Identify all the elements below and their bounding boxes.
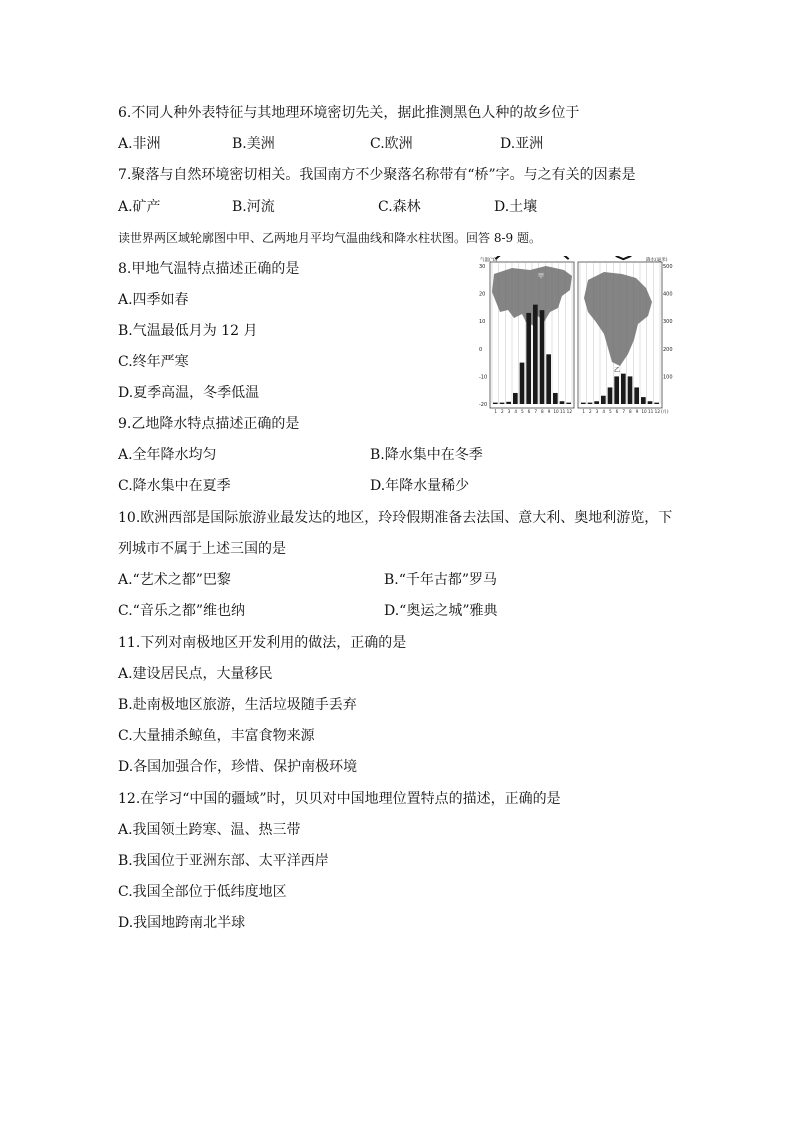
q10-option-c: C.“音乐之都”维也纳 bbox=[118, 603, 245, 619]
month-tick-label: 2 bbox=[501, 409, 504, 414]
q6-option-b: B.美洲 bbox=[232, 136, 275, 152]
precipitation-bar bbox=[621, 374, 626, 404]
month-tick-label: 7 bbox=[534, 409, 538, 414]
climate-figure bbox=[478, 256, 674, 420]
month-tick-label: 4 bbox=[602, 409, 606, 414]
q9-option-b: B.降水集中在冬季 bbox=[370, 447, 483, 463]
month-tick-label: 1 bbox=[582, 409, 586, 414]
q8-option-c: C.终年严寒 bbox=[118, 354, 189, 370]
q8-option-d: D.夏季高温，冬季低温 bbox=[118, 385, 260, 401]
month-tick-label: 6 bbox=[615, 409, 619, 414]
precipitation-bar bbox=[533, 305, 538, 404]
q8-option-b: B.气温最低月为 12 月 bbox=[118, 323, 258, 339]
q11-option-d: D.各国加强合作，珍惜、保护南极环境 bbox=[118, 759, 358, 775]
q10-option-d: D.“奥运之城”雅典 bbox=[384, 603, 498, 619]
precipitation-bar bbox=[641, 397, 646, 404]
question-12-stem: 12.在学习“中国的疆域”时，贝贝对中国地理位置特点的描述，正确的是 bbox=[118, 791, 561, 807]
month-tick-label: 10 bbox=[641, 409, 647, 414]
precipitation-bar bbox=[493, 403, 498, 404]
month-tick-label: 3 bbox=[595, 409, 599, 414]
month-tick-label: 2 bbox=[589, 409, 592, 414]
question-9-stem: 9.乙地降水特点描述正确的是 bbox=[118, 416, 300, 432]
q7-option-a: A.矿产 bbox=[118, 199, 161, 215]
precipitation-bar bbox=[628, 376, 633, 404]
month-tick-label: 4 bbox=[514, 409, 518, 414]
month-tick-label: 8 bbox=[629, 409, 632, 414]
q8-option-a: A.四季如春 bbox=[118, 292, 189, 308]
precipitation-bar bbox=[594, 401, 599, 404]
question-6-stem: 6.不同人种外表特征与其地理环境密切先关，据此推测黑色人种的故乡位于 bbox=[118, 105, 580, 121]
q12-option-c: C.我国全部位于低纬度地区 bbox=[118, 884, 287, 900]
question-10-stem-line2: 列城市不属于上述三国的是 bbox=[118, 541, 286, 557]
month-unit-label: (月) bbox=[661, 409, 669, 414]
precipitation-bar bbox=[601, 396, 606, 404]
temperature-tick-label: -10 bbox=[479, 374, 488, 381]
month-tick-label: 6 bbox=[527, 409, 531, 414]
q11-option-c: C.大量捕杀鲸鱼，丰富食物来源 bbox=[118, 728, 315, 744]
month-tick-label: 8 bbox=[541, 409, 544, 414]
month-tick-label: 11 bbox=[648, 409, 654, 414]
q9-option-a: A.全年降水均匀 bbox=[118, 447, 217, 463]
temperature-tick-label: 10 bbox=[479, 319, 486, 326]
label-jia: 甲 bbox=[538, 273, 545, 280]
temperature-axis-title: 气温(℃) bbox=[480, 258, 498, 263]
temperature-tick-label: 20 bbox=[479, 291, 486, 298]
precipitation-axis-title: 降水(毫米) bbox=[646, 258, 668, 263]
precipitation-bar bbox=[513, 393, 518, 404]
month-tick-label: 7 bbox=[622, 409, 626, 414]
precipitation-tick-label: 500 bbox=[663, 264, 673, 270]
month-tick-label: 10 bbox=[553, 409, 559, 414]
precipitation-bar bbox=[546, 354, 551, 404]
month-tick-label: 5 bbox=[609, 409, 612, 414]
q12-option-d: D.我国地跨南北半球 bbox=[118, 915, 246, 931]
q6-option-a: A.非洲 bbox=[118, 136, 161, 152]
month-tick-label: 5 bbox=[521, 409, 524, 414]
question-8-stem: 8.甲地气温特点描述正确的是 bbox=[118, 261, 300, 277]
precipitation-tick-label: 300 bbox=[663, 319, 673, 326]
q11-option-a: A.建设居民点，大量移民 bbox=[118, 666, 273, 682]
q9-option-c: C.降水集中在夏季 bbox=[118, 478, 231, 494]
q12-option-b: B.我国位于亚洲东部、太平洋西岸 bbox=[118, 853, 329, 869]
month-tick-label: 11 bbox=[560, 409, 566, 414]
q6-option-c: C.欧洲 bbox=[370, 136, 413, 152]
precipitation-bar bbox=[581, 403, 586, 404]
q7-option-b: B.河流 bbox=[232, 199, 275, 215]
precipitation-tick-label: 100 bbox=[663, 374, 673, 381]
month-tick-label: 9 bbox=[635, 409, 639, 414]
month-tick-label: 3 bbox=[507, 409, 511, 414]
precipitation-bar bbox=[566, 403, 571, 404]
climate-chart-svg bbox=[478, 256, 674, 420]
precipitation-bar bbox=[506, 402, 511, 404]
month-axis bbox=[494, 408, 668, 415]
question-11-stem: 11.下列对南极地区开发利用的做法，正确的是 bbox=[118, 635, 407, 651]
q11-option-b: B.赴南极地区旅游，生活垃圾随手丢弃 bbox=[118, 697, 357, 713]
figure-intro: 读世界两区域轮廓图中甲、乙两地月平均气温曲线和降水柱状图。回答 8-9 题。 bbox=[118, 231, 541, 245]
precipitation-bar bbox=[608, 387, 613, 404]
question-10-stem-line1: 10.欧洲西部是国际旅游业最发达的地区，玲玲假期准备去法国、意大利、奥地利游览，下 bbox=[118, 510, 673, 526]
q10-option-b: B.“千年古都”罗马 bbox=[384, 572, 498, 588]
q7-option-c: C.森林 bbox=[378, 199, 421, 215]
temperature-tick-label: -20 bbox=[479, 402, 488, 408]
precipitation-tick-label: 400 bbox=[663, 291, 673, 298]
temperature-tick-label: 30 bbox=[479, 264, 486, 270]
temperature-tick-label: 0 bbox=[479, 346, 483, 353]
precipitation-bar bbox=[540, 310, 545, 404]
precipitation-bar bbox=[588, 403, 593, 404]
precipitation-tick-label: 200 bbox=[663, 346, 673, 353]
precipitation-bar bbox=[520, 363, 525, 404]
q7-option-d: D.土壤 bbox=[494, 199, 538, 215]
precipitation-bar bbox=[526, 313, 531, 404]
label-yi: 乙 bbox=[614, 367, 621, 374]
q9-option-d: D.年降水量稀少 bbox=[370, 478, 470, 494]
precipitation-bar bbox=[500, 403, 505, 404]
month-tick-label: 12 bbox=[566, 409, 573, 414]
precipitation-bar bbox=[634, 387, 639, 404]
precipitation-bar bbox=[648, 401, 653, 404]
q6-option-d: D.亚洲 bbox=[500, 136, 544, 152]
precipitation-bar bbox=[560, 401, 565, 404]
month-tick-label: 1 bbox=[494, 409, 498, 414]
q12-option-a: A.我国领土跨寒、温、热三带 bbox=[118, 822, 301, 838]
month-tick-label: 9 bbox=[547, 409, 551, 414]
q10-option-a: A.“艺术之都”巴黎 bbox=[118, 572, 231, 588]
precipitation-bar bbox=[654, 403, 659, 404]
question-7-stem: 7.聚落与自然环境密切相关。我国南方不少聚落名称带有“桥”字。与之有关的因素是 bbox=[118, 167, 636, 183]
precipitation-bar bbox=[553, 393, 558, 404]
precipitation-bar bbox=[614, 376, 619, 404]
month-tick-label: 12 bbox=[654, 409, 661, 414]
